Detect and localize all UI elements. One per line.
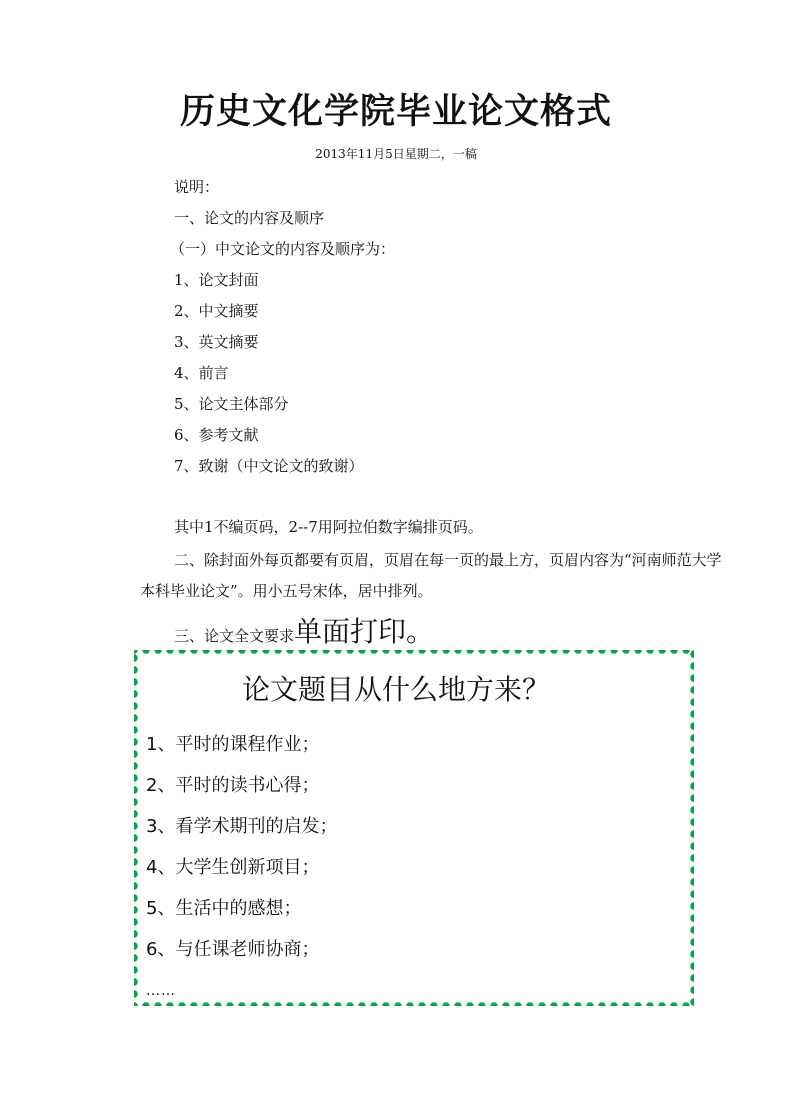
- document-title: 历史文化学院毕业论文格式: [179, 92, 612, 132]
- subsection-heading: （一）中文论文的内容及顺序为：: [170, 240, 396, 258]
- content-item: 4、前言: [174, 364, 229, 382]
- content-item: 6、参考文献: [174, 426, 259, 444]
- section-one-heading: 一、论文的内容及顺序: [174, 209, 325, 227]
- print-requirement-emphasis: 单面打印。: [294, 615, 435, 648]
- content-item: 5、论文主体部分: [174, 395, 289, 413]
- list-item: 2、平时的读书心得；: [146, 775, 320, 796]
- list-item: 1、平时的课程作业；: [146, 734, 320, 755]
- explanation-heading: 说明：: [174, 178, 220, 196]
- header-requirement-paragraph: 二、除封面外每页都要有页眉，页眉在每一页的最上方，页眉内容为“河南师范大学本科毕业论文”。用小五号宋体，居中排列。: [140, 551, 722, 600]
- page-numbering-note: 其中1不编页码，2--7用阿拉伯数字编排页码。: [174, 518, 483, 536]
- document-subtitle: 2013年11月5日星期二，一稿: [315, 147, 477, 161]
- list-ellipsis: ……: [146, 983, 176, 999]
- list-item: 3、看学术期刊的启发；: [146, 816, 338, 837]
- box-title: 论文题目从什么地方来？: [241, 673, 550, 706]
- content-item: 7、致谢（中文论文的致谢）: [174, 457, 364, 475]
- print-requirement: [174, 610, 434, 650]
- content-item: 2、中文摘要: [174, 302, 259, 320]
- print-requirement-prefix: 三、论文全文要求: [174, 627, 295, 645]
- content-item: 3、英文摘要: [174, 333, 259, 351]
- list-item: 5、生活中的感想；: [146, 898, 302, 919]
- content-item: 1、论文封面: [174, 271, 259, 289]
- list-item: 4、大学生创新项目；: [146, 857, 320, 878]
- list-item: 6、与任课老师协商；: [146, 939, 320, 960]
